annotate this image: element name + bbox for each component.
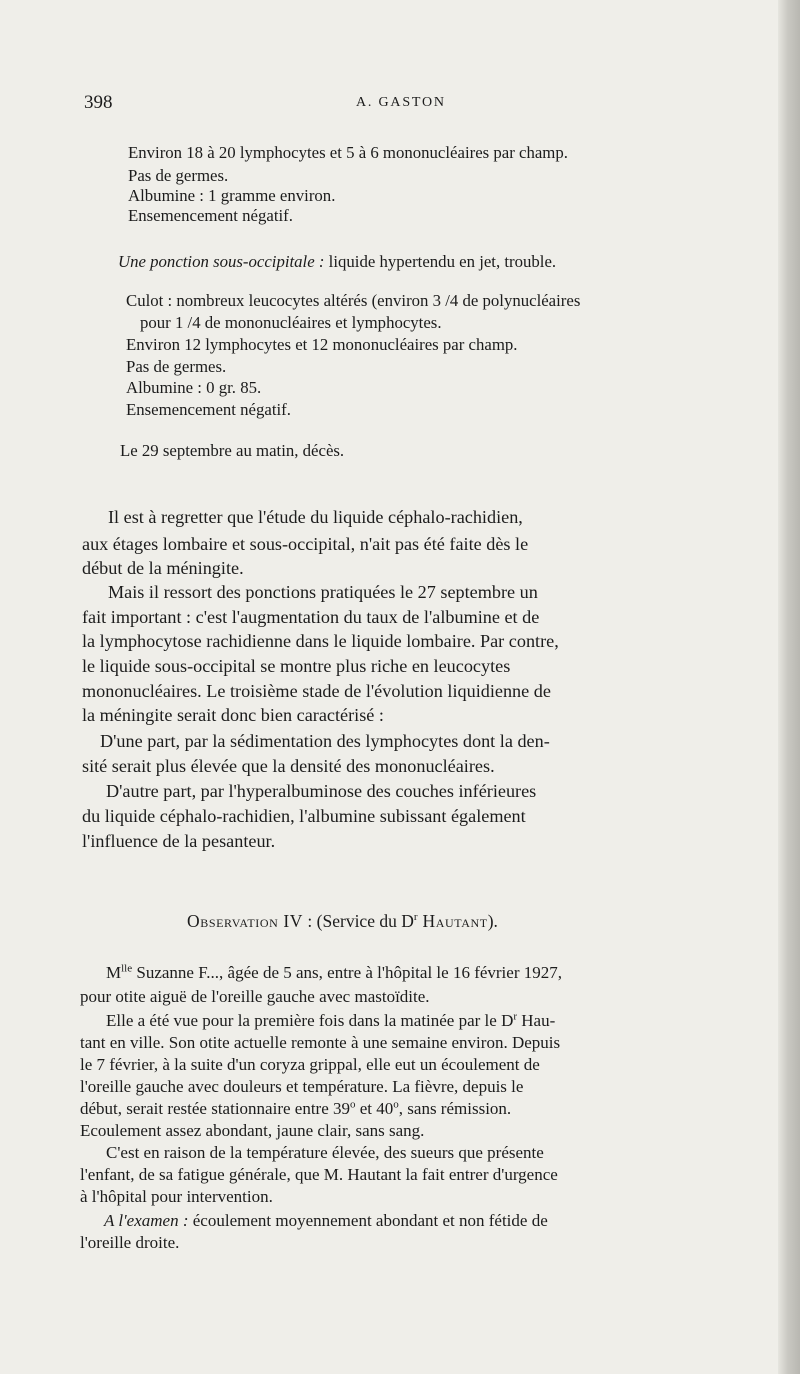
case-line-sup: r xyxy=(513,1010,518,1023)
text-line: Mais il ressort des ponctions pratiquées le 27 septembre un xyxy=(108,582,538,602)
page-number: 398 xyxy=(84,92,113,113)
text-line: Ensemencement négatif. xyxy=(128,206,293,225)
text-line: pour 1 /4 de mononucléaires et lymphocytes. xyxy=(140,313,442,332)
text-line: le 7 février, à la suite d'un coryza grippal, elle eut un écoulement de xyxy=(80,1055,540,1074)
text-line: fait important : c'est l'augmentation du taux de l'albumine et de xyxy=(82,607,540,627)
text-line: l'influence de la pesanteur. xyxy=(82,831,276,851)
text-line: mononucléaires. Le troisième stade de l'évolution liquidienne de xyxy=(82,681,551,701)
text-line: Il est à regretter que l'étude du liquide céphalo-rachidien, xyxy=(108,507,523,527)
text-line xyxy=(106,963,562,983)
text-line xyxy=(106,1011,555,1031)
exam-lead: A l'examen : xyxy=(104,1211,189,1230)
text-line: Ecoulement assez abondant, jaune clair, sans sang. xyxy=(80,1121,425,1140)
text-line: l'oreille droite. xyxy=(80,1233,180,1252)
puncture-lead: Une ponction sous-occipitale : xyxy=(118,252,325,271)
page-header xyxy=(84,92,734,116)
text-line: Environ 18 à 20 lymphocytes et 5 à 6 mononucléaires par champ. xyxy=(128,143,568,162)
text-line: D'une part, par la sédimentation des lymphocytes dont la den- xyxy=(100,731,550,751)
running-head: A. GASTON xyxy=(356,95,446,110)
text-line: Culot : nombreux leucocytes altérés (environ 3 /4 de polynucléaires xyxy=(126,291,581,310)
text-line xyxy=(104,1211,548,1231)
text-line: C'est en raison de la température élevée, des sueurs que présente xyxy=(106,1143,544,1162)
observation-doctor: Hautant xyxy=(417,911,488,931)
case-title-m: M xyxy=(106,963,122,982)
text-line: le liquide sous-occipital se montre plus riche en leucocytes xyxy=(82,656,511,676)
case-line-part: et 40 xyxy=(355,1099,394,1118)
case-line-part: début, serait restée stationnaire entre 39 xyxy=(80,1099,350,1118)
text-line: D'autre part, par l'hyperalbuminose des couches inférieures xyxy=(106,781,537,801)
text-line: à l'hôpital pour intervention. xyxy=(80,1187,273,1206)
exam-rest: écoulement moyennement abondant et non fétide de xyxy=(188,1211,548,1230)
text-line: sité serait plus élevée que la densité des mononucléaires. xyxy=(82,756,495,776)
text-line: tant en ville. Son otite actuelle remonte à une semaine environ. Depuis xyxy=(80,1033,561,1052)
observation-close: ). xyxy=(487,911,498,931)
text-line: Pas de germes. xyxy=(126,357,227,376)
text-line: l'oreille gauche avec douleurs et température. La fièvre, depuis le xyxy=(80,1077,524,1096)
observation-sep: : (Service du D xyxy=(303,911,414,931)
text-line: Environ 12 lymphocytes et 12 mononucléaires par champ. xyxy=(126,335,518,354)
puncture-rest: liquide hypertendu en jet, trouble. xyxy=(328,252,557,271)
observation-heading xyxy=(187,911,498,932)
text-line: la lymphocytose rachidienne dans le liquide lombaire. Par contre, xyxy=(82,631,559,651)
case-line-part: , sans rémission. xyxy=(398,1099,512,1118)
case-line-part: Elle a été vue pour la première fois dans la matinée par le D xyxy=(106,1011,514,1030)
text-line: Pas de germes. xyxy=(128,166,229,185)
puncture-line xyxy=(118,252,556,272)
text-line: Albumine : 0 gr. 85. xyxy=(126,378,262,397)
observation-sup: r xyxy=(413,911,418,924)
death-line: Le 29 septembre au matin, décès. xyxy=(120,441,345,460)
text-line: la méningite serait donc bien caractérisé : xyxy=(82,705,384,725)
text-line: aux étages lombaire et sous-occipital, n'ait pas été faite dès le xyxy=(82,534,529,554)
text-line: du liquide céphalo-rachidien, l'albumine subissant également xyxy=(82,806,526,826)
case-first-rest: Suzanne F..., âgée de 5 ans, entre à l'hôpital le 16 février 1927, xyxy=(132,963,562,982)
text-line: pour otite aiguë de l'oreille gauche avec mastoïdite. xyxy=(80,987,430,1006)
text-line xyxy=(80,1099,511,1119)
text-line: Albumine : 1 gramme environ. xyxy=(128,186,336,205)
text-line: l'enfant, de sa fatigue générale, que M. Hautant la fait entrer d'urgence xyxy=(80,1165,558,1184)
observation-label: Observation IV xyxy=(187,911,304,931)
case-line-part: Hau- xyxy=(517,1011,556,1030)
page-edge-shadow xyxy=(778,0,800,1374)
text-line: Ensemencement négatif. xyxy=(126,400,291,419)
text-line: début de la méningite. xyxy=(82,558,244,578)
case-title-sup: lle xyxy=(121,962,133,975)
case-line-sup: o xyxy=(393,1098,399,1111)
case-line-sup: o xyxy=(350,1098,356,1111)
